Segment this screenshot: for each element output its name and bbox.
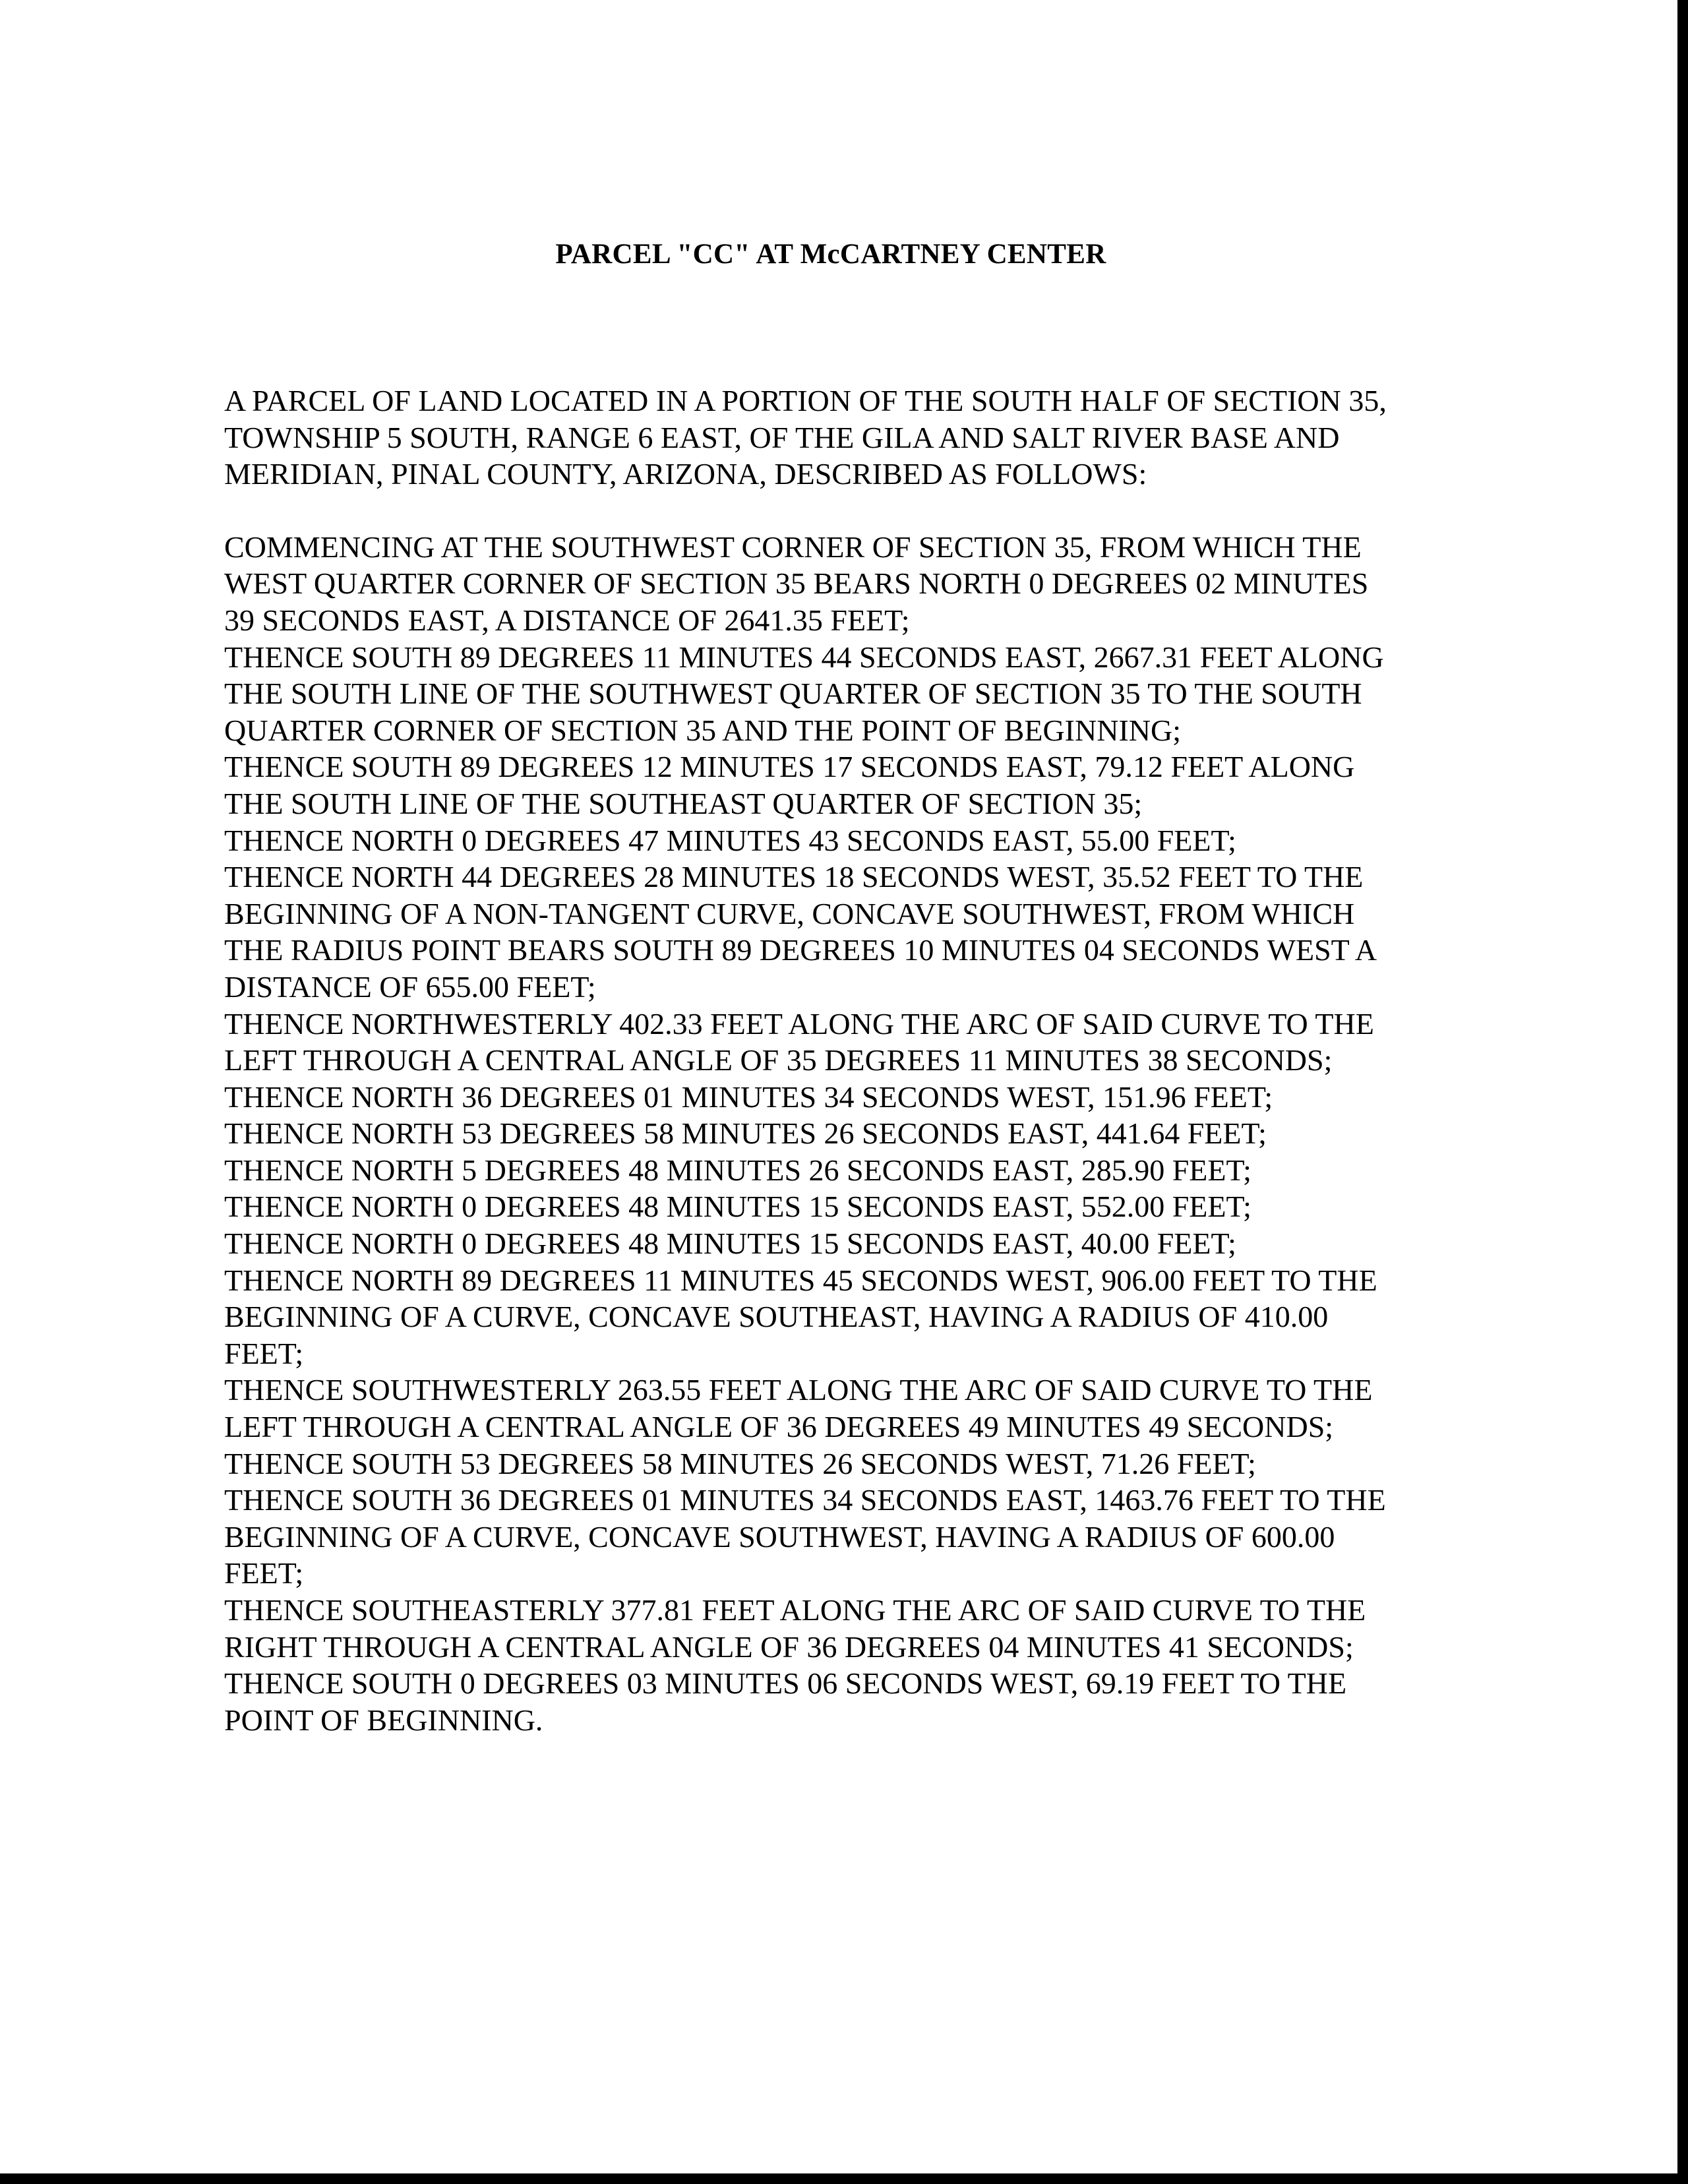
description-line: BEGINNING OF A CURVE, CONCAVE SOUTHWEST, HAVING A RADIUS OF 600.00 <box>224 1519 1335 1554</box>
description-line: THENCE NORTHWESTERLY 402.33 FEET ALONG THE ARC OF SAID CURVE TO THE <box>224 1006 1374 1041</box>
description-line: 39 SECONDS EAST, A DISTANCE OF 2641.35 FEET; <box>224 603 910 637</box>
description-line: THENCE SOUTHEASTERLY 377.81 FEET ALONG THE ARC OF SAID CURVE TO THE <box>224 1593 1366 1627</box>
intro-paragraph <box>224 382 1464 493</box>
description-line: THENCE NORTH 0 DEGREES 48 MINUTES 15 SECONDS EAST, 552.00 FEET; <box>224 1190 1251 1224</box>
description-line: THENCE NORTH 53 DEGREES 58 MINUTES 26 SECONDS EAST, 441.64 FEET; <box>224 1116 1267 1151</box>
description-line: POINT OF BEGINNING. <box>224 1703 543 1737</box>
document-title: PARCEL "CC" AT McCARTNEY CENTER <box>555 239 1106 270</box>
description-line: BEGINNING OF A NON-TANGENT CURVE, CONCAVE SOUTHWEST, FROM WHICH <box>224 896 1355 930</box>
scan-right-border <box>1677 0 1688 2184</box>
description-line: THENCE NORTH 0 DEGREES 47 MINUTES 43 SECONDS EAST, 55.00 FEET; <box>224 823 1236 857</box>
description-line: FEET; <box>224 1336 304 1370</box>
description-line: THE SOUTH LINE OF THE SOUTHWEST QUARTER OF SECTION 35 TO THE SOUTH <box>224 677 1362 711</box>
description-line: THENCE NORTH 36 DEGREES 01 MINUTES 34 SECONDS WEST, 151.96 FEET; <box>224 1079 1273 1114</box>
description-line: THENCE SOUTH 89 DEGREES 12 MINUTES 17 SECONDS EAST, 79.12 FEET ALONG <box>224 750 1355 784</box>
scan-bottom-border <box>0 2173 1688 2184</box>
description-line: LEFT THROUGH A CENTRAL ANGLE OF 36 DEGREES 49 MINUTES 49 SECONDS; <box>224 1410 1334 1444</box>
intro-line: A PARCEL OF LAND LOCATED IN A PORTION OF THE SOUTH HALF OF SECTION 35, <box>224 384 1387 417</box>
description-line: THE RADIUS POINT BEARS SOUTH 89 DEGREES 10 MINUTES 04 SECONDS WEST A <box>224 933 1377 967</box>
legal-description <box>224 382 1464 1738</box>
description-line: THENCE NORTH 0 DEGREES 48 MINUTES 15 SECONDS EAST, 40.00 FEET; <box>224 1227 1236 1261</box>
description-line: COMMENCING AT THE SOUTHWEST CORNER OF SECTION 35, FROM WHICH THE <box>224 530 1362 564</box>
description-line: THENCE NORTH 5 DEGREES 48 MINUTES 26 SECONDS EAST, 285.90 FEET; <box>224 1153 1251 1187</box>
description-line: DISTANCE OF 655.00 FEET; <box>224 969 596 1004</box>
description-paragraph <box>224 529 1464 1739</box>
description-line: FEET; <box>224 1556 304 1591</box>
description-line: THE SOUTH LINE OF THE SOUTHEAST QUARTER OF SECTION 35; <box>224 786 1143 820</box>
description-line: WEST QUARTER CORNER OF SECTION 35 BEARS NORTH 0 DEGREES 02 MINUTES <box>224 566 1369 601</box>
description-line: THENCE NORTH 44 DEGREES 28 MINUTES 18 SECONDS WEST, 35.52 FEET TO THE <box>224 860 1364 894</box>
intro-line: MERIDIAN, PINAL COUNTY, ARIZONA, DESCRIBED AS FOLLOWS: <box>224 457 1147 491</box>
description-line: THENCE SOUTH 53 DEGREES 58 MINUTES 26 SECONDS WEST, 71.26 FEET; <box>224 1446 1256 1480</box>
intro-line: TOWNSHIP 5 SOUTH, RANGE 6 EAST, OF THE GILA AND SALT RIVER BASE AND <box>224 420 1340 454</box>
description-line: THENCE SOUTH 89 DEGREES 11 MINUTES 44 SECONDS EAST, 2667.31 FEET ALONG <box>224 640 1384 674</box>
description-line: LEFT THROUGH A CENTRAL ANGLE OF 35 DEGREES 11 MINUTES 38 SECONDS; <box>224 1043 1333 1077</box>
description-line: THENCE SOUTH 0 DEGREES 03 MINUTES 06 SECONDS WEST, 69.19 FEET TO THE <box>224 1666 1347 1701</box>
description-line: THENCE NORTH 89 DEGREES 11 MINUTES 45 SECONDS WEST, 906.00 FEET TO THE <box>224 1263 1377 1297</box>
description-line: THENCE SOUTH 36 DEGREES 01 MINUTES 34 SECONDS EAST, 1463.76 FEET TO THE <box>224 1483 1386 1517</box>
description-line: BEGINNING OF A CURVE, CONCAVE SOUTHEAST, HAVING A RADIUS OF 410.00 <box>224 1300 1329 1334</box>
description-line: RIGHT THROUGH A CENTRAL ANGLE OF 36 DEGREES 04 MINUTES 41 SECONDS; <box>224 1629 1354 1664</box>
description-line: QUARTER CORNER OF SECTION 35 AND THE POINT OF BEGINNING; <box>224 713 1181 747</box>
description-line: THENCE SOUTHWESTERLY 263.55 FEET ALONG THE ARC OF SAID CURVE TO THE <box>224 1373 1373 1407</box>
